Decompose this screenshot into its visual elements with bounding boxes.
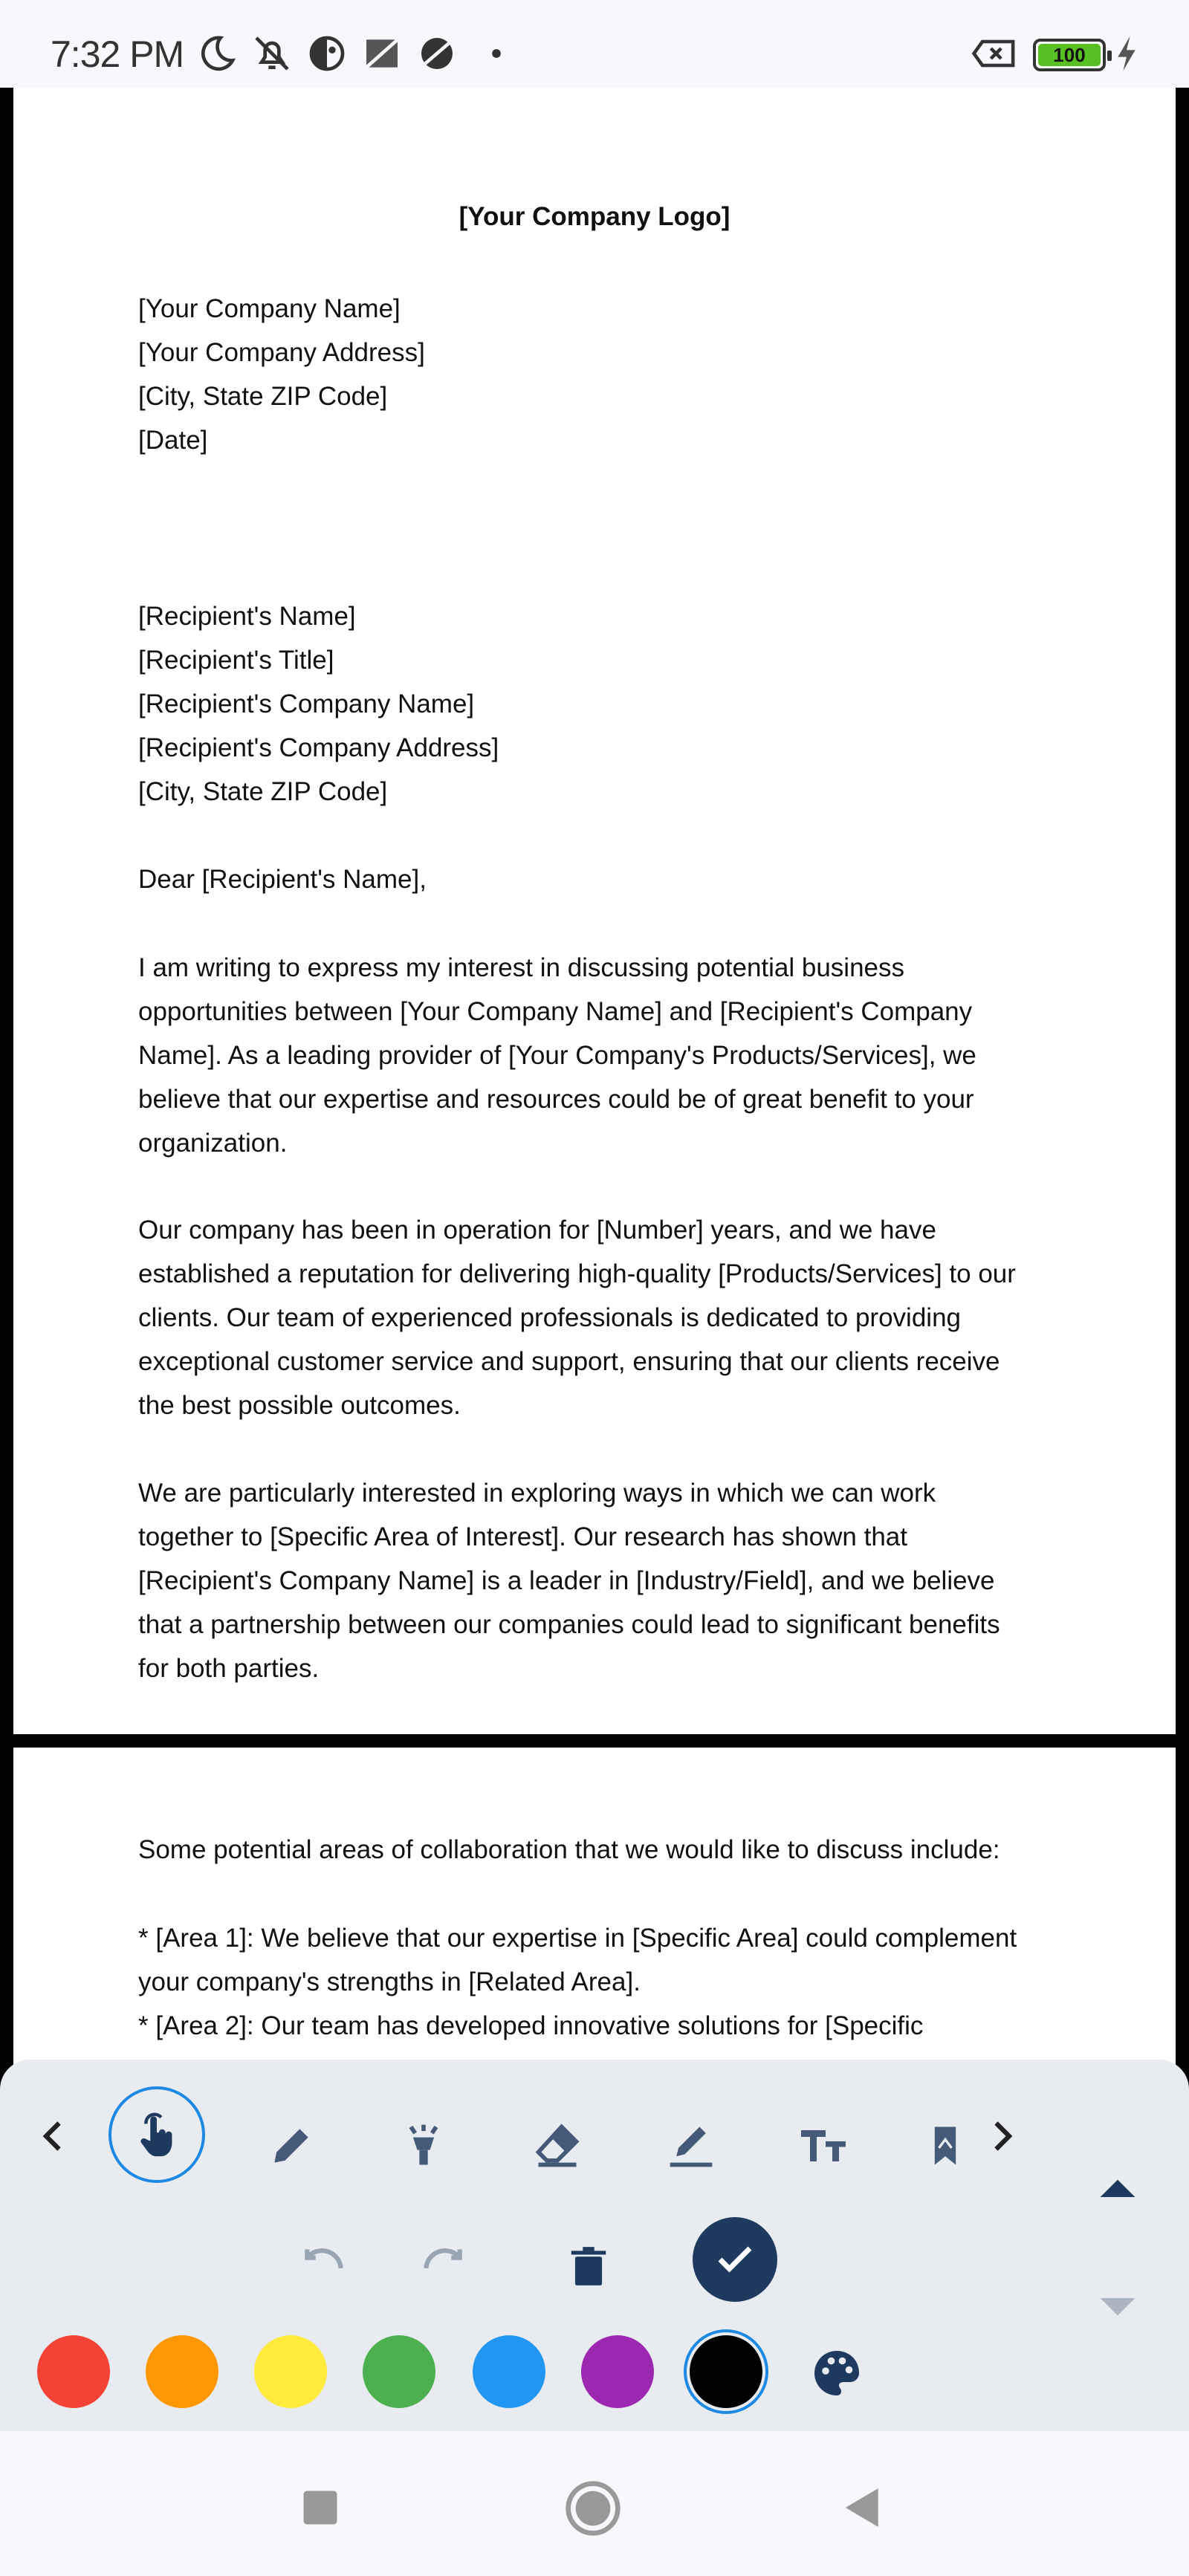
doc-line: that a partnership between our companies could lead to significant benefits bbox=[138, 1610, 1000, 1639]
company-logo-placeholder: [Your Company Logo] bbox=[459, 202, 730, 231]
palette-icon[interactable] bbox=[810, 2346, 864, 2400]
undo-icon bbox=[299, 2241, 349, 2291]
doc-line: [Recipient's Name] bbox=[138, 602, 356, 631]
page2-intro bbox=[138, 1828, 1089, 1872]
battery-indicator bbox=[1033, 39, 1106, 71]
sender-block bbox=[138, 287, 1089, 462]
chevron-left-icon[interactable] bbox=[31, 2114, 76, 2158]
doc-line: [Recipient's Company Name] bbox=[138, 690, 475, 718]
doc-line: together to [Specific Area of Interest]. Our research has shown that bbox=[138, 1522, 907, 1551]
eraser-icon bbox=[532, 2121, 583, 2171]
doc-line: * [Area 1]: We believe that our expertise in [Specific Area] could complement bbox=[138, 1924, 1017, 1953]
undo-button[interactable] bbox=[294, 2236, 354, 2296]
doc-line: organization. bbox=[138, 1129, 288, 1158]
document-page-1[interactable] bbox=[13, 88, 1176, 1734]
system-navigation-bar bbox=[0, 2431, 1189, 2576]
page2-item-1 bbox=[138, 1916, 1089, 2048]
contrast-icon bbox=[306, 33, 348, 74]
bookmark-icon bbox=[920, 2121, 971, 2171]
redo-button[interactable] bbox=[413, 2236, 473, 2296]
doc-line: I am writing to express my interest in discussing potential business bbox=[138, 953, 905, 982]
color-swatch-yellow[interactable] bbox=[254, 2335, 327, 2408]
doc-line: [Your Company Address] bbox=[138, 338, 425, 367]
signal-icon bbox=[361, 33, 403, 74]
collapse-down-icon[interactable] bbox=[1097, 2297, 1138, 2320]
doc-line: * [Area 2]: Our team has developed innovative solutions for [Specific bbox=[138, 2011, 924, 2040]
doc-line: believe that our expertise and resources could be of great benefit to your bbox=[138, 1085, 974, 1114]
color-swatch-black[interactable] bbox=[690, 2335, 762, 2408]
color-swatch-purple[interactable] bbox=[581, 2335, 654, 2408]
doc-line: opportunities between [Your Company Name] and [Recipient's Company bbox=[138, 997, 973, 1026]
delete-button[interactable] bbox=[559, 2236, 618, 2296]
paragraph-3 bbox=[138, 1471, 1089, 1690]
expand-up-icon[interactable] bbox=[1097, 2176, 1138, 2198]
doc-line: clients. Our team of experienced professionals is dedicated to providing bbox=[138, 1303, 961, 1332]
marker-icon bbox=[666, 2121, 716, 2171]
highlighter-icon bbox=[398, 2121, 449, 2171]
sim-off-icon bbox=[971, 33, 1018, 74]
pen-tool-button[interactable] bbox=[254, 2109, 328, 2183]
doc-line: established a reputation for delivering high-quality [Products/Services] to our bbox=[138, 1259, 1016, 1288]
check-icon bbox=[713, 2237, 757, 2282]
pen-icon bbox=[266, 2121, 317, 2171]
status-bar bbox=[0, 0, 1189, 88]
battery-level: 100 bbox=[1038, 44, 1101, 66]
doc-line: Name]. As a leading provider of [Your Company's Products/Services], we bbox=[138, 1041, 976, 1070]
confirm-button[interactable] bbox=[693, 2217, 777, 2302]
doc-line: your company's strengths in [Related Area]. bbox=[138, 1967, 641, 1996]
color-swatch-blue[interactable] bbox=[473, 2335, 545, 2408]
color-swatch-red[interactable] bbox=[37, 2335, 110, 2408]
doc-line: [Recipient's Title] bbox=[138, 646, 334, 675]
text-tool-button[interactable] bbox=[786, 2109, 861, 2183]
globe-icon bbox=[416, 33, 458, 74]
doc-line: for both parties. bbox=[138, 1654, 320, 1683]
eraser-tool-button[interactable] bbox=[520, 2109, 594, 2183]
doc-line: [Recipient's Company Address] bbox=[138, 733, 499, 762]
touch-tool-button[interactable] bbox=[108, 2086, 205, 2183]
home-icon[interactable] bbox=[563, 2479, 623, 2538]
chevron-right-icon[interactable] bbox=[979, 2114, 1024, 2158]
back-icon[interactable] bbox=[840, 2485, 886, 2531]
doc-line: [Recipient's Company Name] is a leader in [Industry/Field], and we believe bbox=[138, 1566, 995, 1595]
doc-line: [City, State ZIP Code] bbox=[138, 382, 388, 411]
highlighter-tool-button[interactable] bbox=[386, 2109, 461, 2183]
recipient-block bbox=[138, 594, 1089, 814]
doc-line: [Date] bbox=[138, 426, 208, 455]
doc-line: [Your Company Name] bbox=[138, 294, 401, 323]
doc-line: We are particularly interested in exploring ways in which we can work bbox=[138, 1479, 936, 1508]
moon-icon bbox=[196, 33, 238, 74]
bell-off-icon bbox=[251, 33, 293, 74]
paragraph-1 bbox=[138, 946, 1089, 1165]
dot-icon bbox=[476, 33, 517, 74]
color-swatch-orange[interactable] bbox=[146, 2335, 218, 2408]
doc-line: Our company has been in operation for [Number] years, and we have bbox=[138, 1216, 936, 1245]
marker-tool-button[interactable] bbox=[654, 2109, 728, 2183]
paragraph-2 bbox=[138, 1208, 1089, 1427]
doc-line: Dear [Recipient's Name], bbox=[138, 865, 427, 894]
recents-icon[interactable] bbox=[300, 2488, 340, 2528]
charging-icon bbox=[1112, 33, 1141, 74]
text-size-icon bbox=[797, 2119, 850, 2173]
doc-line: the best possible outcomes. bbox=[138, 1391, 461, 1420]
redo-icon bbox=[418, 2241, 468, 2291]
doc-line: [City, State ZIP Code] bbox=[138, 777, 388, 806]
touch-icon bbox=[131, 2109, 183, 2161]
color-swatch-green[interactable] bbox=[363, 2335, 435, 2408]
trash-icon bbox=[566, 2243, 612, 2289]
salutation bbox=[138, 857, 1089, 901]
doc-line: Some potential areas of collaboration that we would like to discuss include: bbox=[138, 1835, 1000, 1864]
status-time: 7:32 PM bbox=[51, 33, 184, 75]
bookmark-tool-button[interactable] bbox=[908, 2109, 982, 2183]
doc-line: exceptional customer service and support, ensuring that our clients receive bbox=[138, 1347, 1000, 1376]
